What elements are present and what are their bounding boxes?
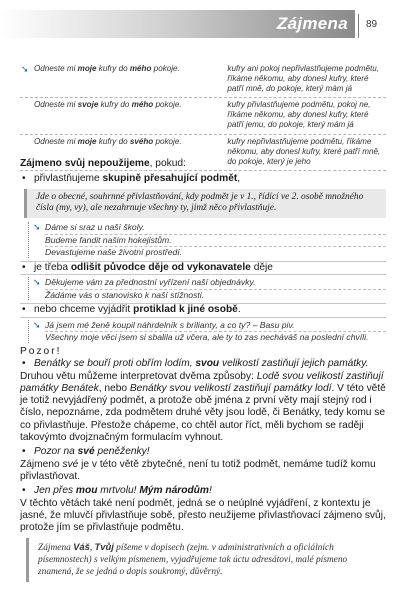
example-line: Devastujeme naše životní prostředí. [45, 247, 183, 258]
explanation-paragraph: V těchto větách také není podmět, jedná se o neúplné vyjádření, z kontextu je jasné, že mluvčí přivlastňuje sobě, přesto neužijeme přivlastňovací zájmeno svůj, protože jím se přivlastňuje podmětu. [20, 497, 386, 534]
example-line: Dáme si sraz u naší školy. [45, 222, 386, 235]
example-row [20, 62, 386, 98]
example-line: Všechny moje věci jsem si sbalila už včera, ale ty to zas necháváš na poslední chvíli. [45, 332, 369, 343]
page-header [0, 0, 406, 40]
warning-example: • Benátky se bouří proti obřím lodím, svou velikostí zastiňují jejich památky. [20, 358, 386, 370]
main-content [20, 158, 386, 582]
examples-block [28, 277, 386, 300]
example-line: Děkujeme vám za přednostní vyřízení naší objednávky. [45, 277, 386, 290]
example-row [20, 98, 386, 134]
examples-block [28, 222, 386, 258]
example-line: Já jsem mé ženě koupil náhrdelník s brilianty, a co ty? – Basu piv. [45, 320, 386, 333]
explanatory-note: Jde o obecné, souhrnné přivlastňování, kdy podmět je v 1., řídící ve 2. osobě množného čísla (my, vy), ale nezahrnuje všechny ty, jimž něco přivlastňuje. [24, 189, 386, 219]
rule-bullet: • je třeba odlišit původce děje od vykonavatele děje [20, 261, 386, 275]
warning-heading: Pozor! [20, 345, 62, 357]
example-sentence: Odneste mi moje kufry do svého pokoje. [34, 136, 182, 146]
warning-example: • Pozor na své peněženky! [20, 446, 386, 458]
info-box: Zájmena Váš, Tvůj píšeme v dopisech (zejm. v administrativních a oficiálních písemnostech) s velkým písmenem, vyjadřujeme tak úctu adresátovi, malé písmeno znamená, že se jedná o dopis soukromý, důvěrný. [26, 538, 386, 581]
example-table [20, 62, 386, 171]
explanation-paragraph: Druhou větu můžeme interpretovat dvěma způsoby: Lodě svou velikostí zastiňují památky Benátek, nebo Benátky svou velikostí zastiňují památky lodí. V této větě je totiž nevyjádřený podmět, a protože obě jména z první věty mají stejný rod i číslo, nepoznáme, zda podmětem druhé věty jsou lodě, či Benátky, tedy komu se co přivlastňuje. Přestože chápeme, co chtěl autor říct, měli bychom se raději takovýmto dvojznačným formulacím vyhnout. [20, 370, 386, 444]
example-explanation: kufry ani pokoj nepřivlastňujeme podmětu, říkáme někomu, aby donesl kufry, které patří mně, do pokoje, který mám já [227, 64, 380, 94]
intro-rule: Zájmeno svůj nepoužijeme, pokud: [20, 158, 186, 169]
rule-bullet: • přivlastňujeme skupině přesahující podmět, [20, 173, 386, 185]
arrow-icon: ➘ [33, 319, 41, 330]
chapter-title: Zájmena [276, 14, 348, 33]
example-sentence: ➘ Odneste mi moje kufry do mého pokoje. [21, 64, 180, 74]
page-number: 89 [366, 19, 378, 30]
arrow-icon: ➘ [21, 64, 29, 74]
example-line: Budeme fandit našim hokejistům. [45, 235, 386, 248]
rule-bullet: • nebo chceme vyjádřit protiklad k jiné osobě. [20, 303, 386, 317]
arrow-icon: ➘ [33, 277, 41, 288]
example-sentence: Odneste mi svoje kufry do mého pokoje. [34, 100, 182, 110]
example-line: Žádáme vás o stanovisko k naší stížnosti. [45, 289, 205, 300]
example-explanation: kufry přivlastňujeme podmětu, pokoj ne, říkáme někomu, aby donesl kufry, které patří jemu, do pokoje, který mám já [227, 100, 371, 130]
arrow-icon: ➘ [33, 222, 41, 233]
warning-example: • Jen přes mou mrtvolu! Mým národům! [20, 485, 386, 497]
header-divider [358, 14, 359, 38]
examples-block [28, 320, 386, 343]
explanation-paragraph: Zájmeno své je v této větě zbytečné, není tu totiž podmět, nemáme tudíž komu přivlastňovat. [20, 458, 376, 482]
example-explanation: kufry nepřivlastňujeme podmětu, říkáme někomu, aby donesl kufry, které patří mně, do pokoje, který je jeho [227, 136, 381, 166]
